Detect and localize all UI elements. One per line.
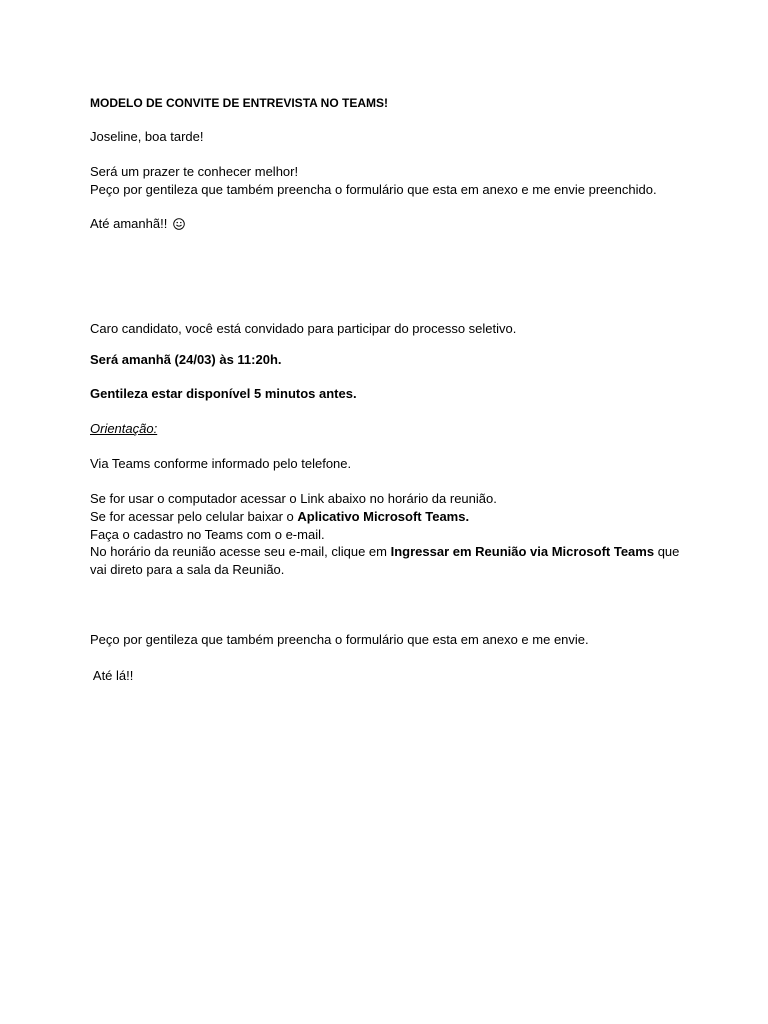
greeting-line: Joseline, boa tarde! <box>90 129 204 144</box>
meeting-line-suffix: que vai direto para a sala da Reunião. <box>90 544 680 577</box>
tomorrow-text: Até amanhã!! <box>90 216 171 231</box>
computer-line: Se for usar o computador acessar o Link abaixo no horário da reunião. <box>90 491 497 506</box>
mobile-app-name: Aplicativo Microsoft Teams. <box>297 509 470 524</box>
mobile-line <box>90 508 690 526</box>
register-line: Faça o cadastro no Teams com o e-mail. <box>90 527 325 542</box>
closing-line: Até lá!! <box>90 668 134 683</box>
invite-early-line: Gentileza estar disponível 5 minutos antes. <box>90 386 357 401</box>
pleasure-line: Será um prazer te conhecer melhor! <box>90 164 299 179</box>
form-request-line: Peço por gentileza que também preencha o formulário que esta em anexo e me envie preenchido. <box>90 182 657 197</box>
closing-form-request-line: Peço por gentileza que também preencha o formulário que esta em anexo e me envie. <box>90 632 589 647</box>
via-teams-line: Via Teams conforme informado pelo telefone. <box>90 456 352 471</box>
tomorrow-line <box>90 215 690 233</box>
meeting-line-prefix: No horário da reunião acesse seu e-mail, clique em <box>90 544 391 559</box>
orientation-heading: Orientação: <box>90 421 158 436</box>
smiling-face-icon <box>173 218 185 230</box>
invite-when-line: Será amanhã (24/03) às 11:20h. <box>90 352 282 367</box>
meeting-line <box>90 543 680 579</box>
document-title: MODELO DE CONVITE DE ENTREVISTA NO TEAMS! <box>90 96 389 110</box>
mobile-line-prefix: Se for acessar pelo celular baixar o <box>90 509 298 524</box>
join-meeting-label: Ingressar em Reunião via Microsoft Teams <box>390 544 655 559</box>
invite-intro-line: Caro candidato, você está convidado para participar do processo seletivo. <box>90 321 517 336</box>
